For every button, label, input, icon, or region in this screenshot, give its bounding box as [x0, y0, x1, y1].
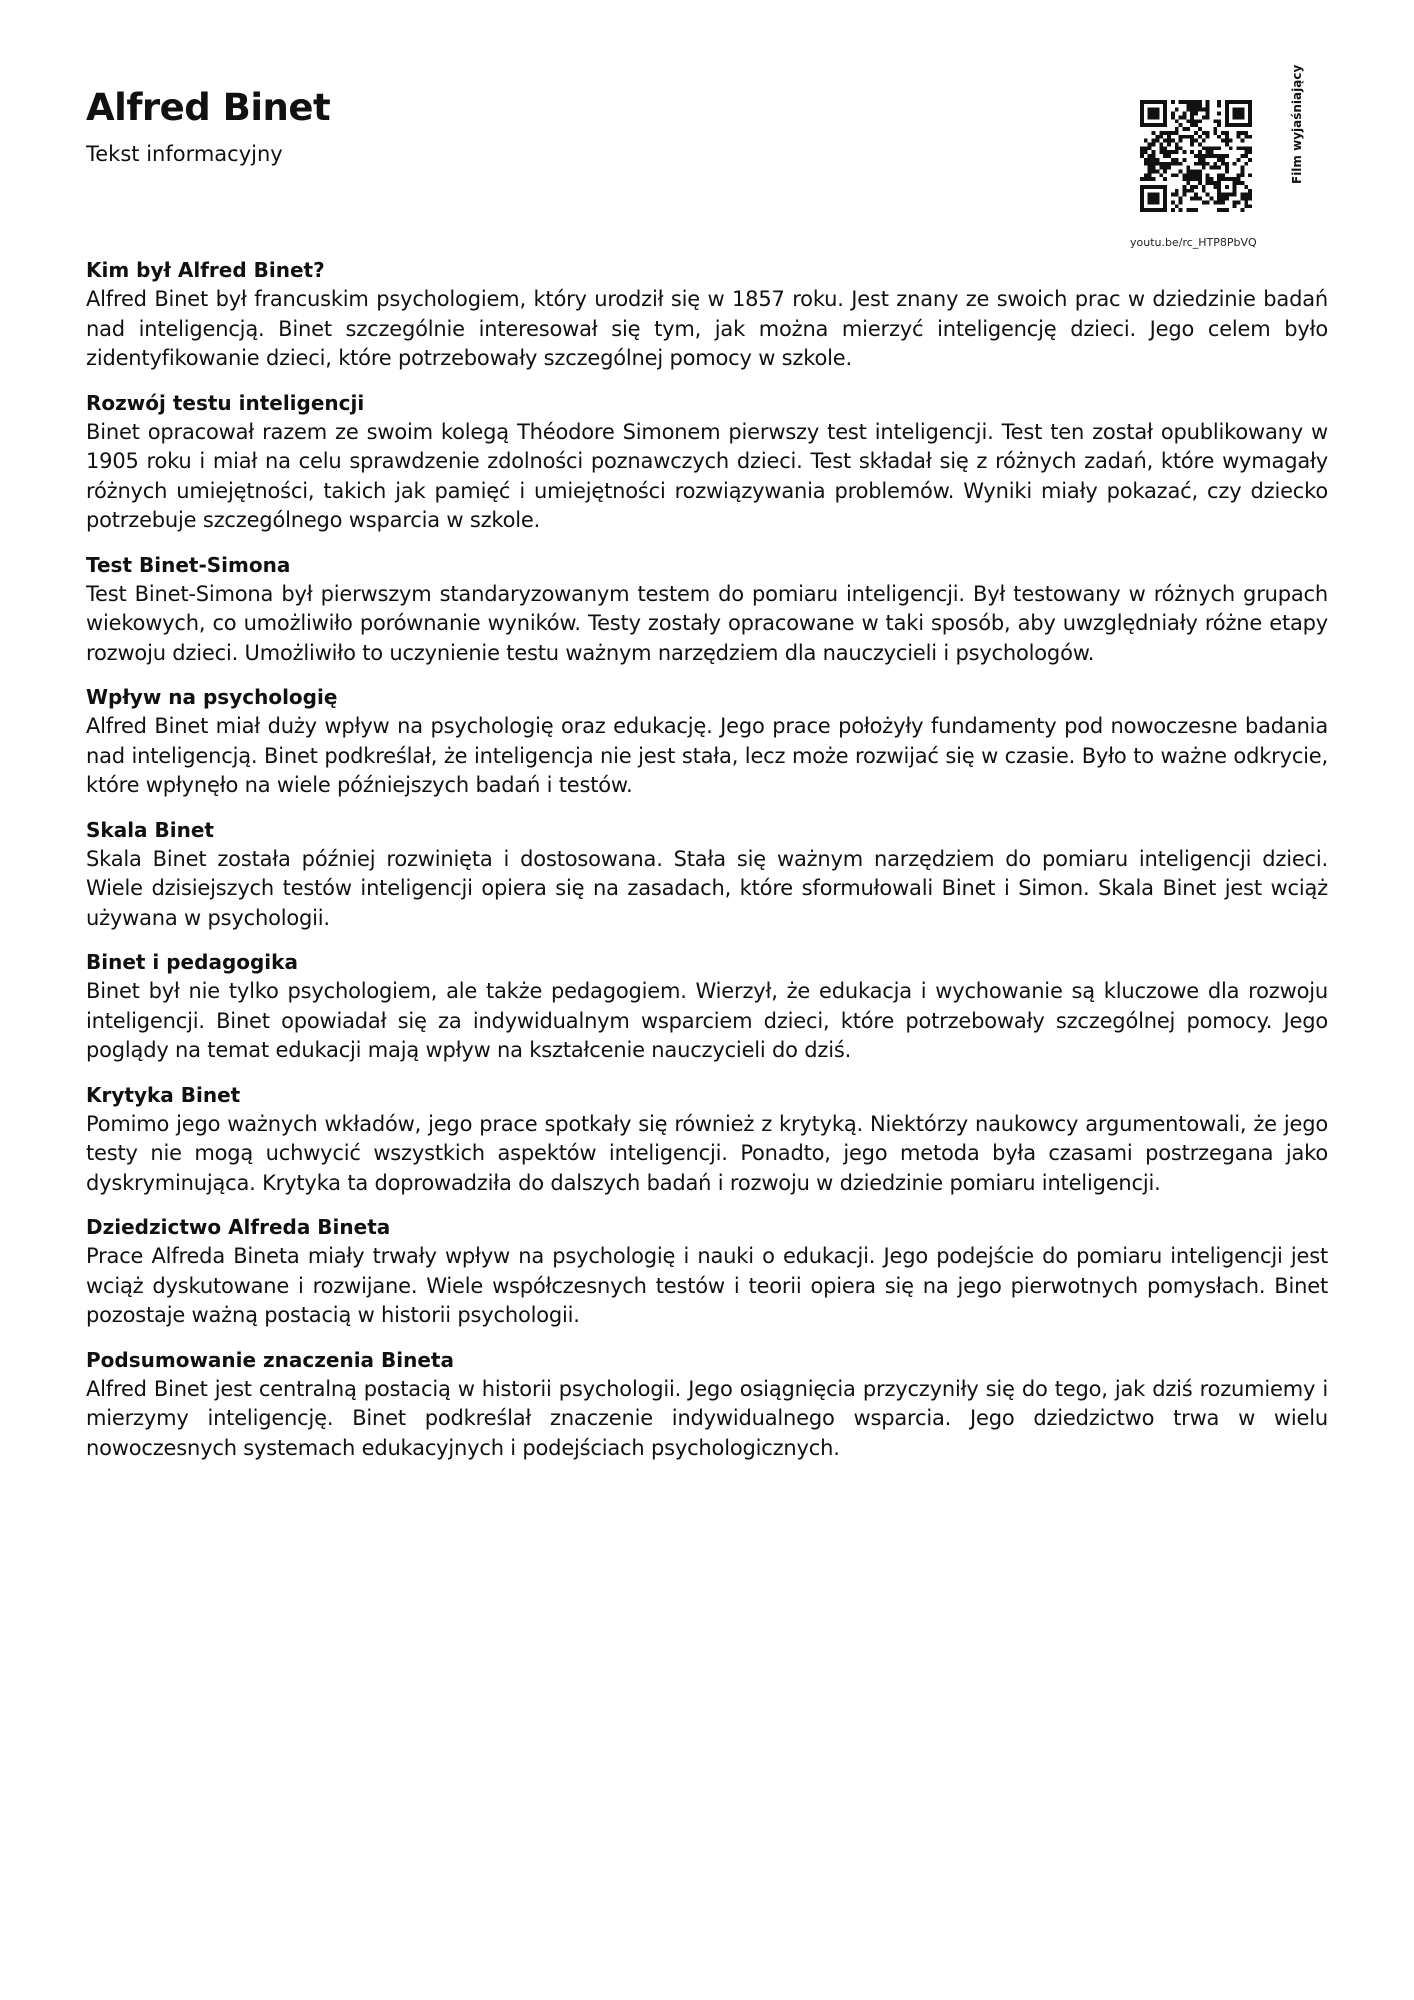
document-title: Alfred Binet [86, 86, 331, 129]
section-krytyka [86, 1081, 1328, 1199]
section-skala-binet [86, 816, 1328, 934]
section-heading: Skala Binet [86, 817, 214, 842]
document-body [86, 256, 1328, 1478]
section-text: Alfred Binet był francuskim psychologiem, który urodził się w 1857 roku. Jest znany ze swoich prac w dziedzinie badań nad inteligencją. Binet szczególnie interesował się tym, jak można mierzyć inteligencję dzieci. Jego celem było zidentyfikowanie dzieci, które potrzebowały szczególnej pomocy w szkole. [86, 287, 1328, 370]
section-text: Skala Binet została później rozwinięta i dostosowana. Stała się ważnym narzędziem do pomiaru inteligencji dzieci. Wiele dzisiejszych testów inteligencji opiera się na zasadach, które sformułowali Binet i Simon. Skala Binet jest wciąż używana w psychologii. [86, 846, 1328, 930]
section-heading: Binet i pedagogika [86, 950, 298, 974]
section-heading: Kim był Alfred Binet? [86, 258, 325, 282]
qr-code-icon[interactable] [1140, 100, 1252, 212]
document-subtitle: Tekst informacyjny [86, 142, 283, 166]
section-dziedzictwo [86, 1213, 1328, 1331]
qr-url[interactable]: youtu.be/rc_HTP8PbVQ [1130, 236, 1257, 249]
section-heading: Test Binet-Simona [86, 552, 291, 577]
section-text: Pomimo jego ważnych wkładów, jego prace spotkały się również z krytyką. Niektórzy naukowcy argumentowali, że jego testy nie mogą uchwycić wszystkich aspektów inteligencji. Ponadto, jego metoda była czasami postrzegana jako dyskryminująca. Krytyka ta doprowadziła do dalszych badań i rozwoju w dziedzinie pomiaru inteligencji. [86, 1111, 1328, 1195]
section-heading: Wpływ na psychologię [86, 685, 338, 709]
section-text: Binet był nie tylko psychologiem, ale także pedagogiem. Wierzył, że edukacja i wychowanie są kluczowe dla rozwoju inteligencji. Binet opowiadał się za indywidualnym wsparciem dzieci, które potrzebowały szczególnej pomocy. Jego poglądy na temat edukacji mają wpływ na kształcenie nauczycieli do dziś. [86, 979, 1328, 1062]
section-text: Alfred Binet jest centralną postacią w historii psychologii. Jego osiągnięcia przyczyniły się do tego, jak dziś rozumiemy i mierzymy inteligencję. Binet podkreślał znaczenie indywidualnego wsparcia. Jego dziedzictwo trwa w wielu nowoczesnych systemach edukacyjnych i podejściach psychologicznych. [86, 1376, 1328, 1460]
section-text: Alfred Binet miał duży wpływ na psychologię oraz edukację. Jego prace położyły fundamenty pod nowoczesne badania nad inteligencją. Binet podkreślał, że inteligencja nie jest stała, lecz może rozwijać się w czasie. Było to ważne odkrycie, które wpłynęło na wiele późniejszych badań i testów. [86, 714, 1328, 797]
section-wplyw [86, 683, 1328, 801]
section-heading: Rozwój testu inteligencji [86, 390, 365, 415]
section-pedagogika [86, 948, 1328, 1066]
section-rozwoj-testu [86, 389, 1328, 536]
section-podsumowanie [86, 1346, 1328, 1464]
section-kim-byl [86, 256, 1328, 374]
section-text: Test Binet-Simona był pierwszym standaryzowanym testem do pomiaru inteligencji. Był testowany w różnych grupach wiekowych, co umożliwiło porównanie wyników. Testy zostały opracowane w taki sposób, aby uwzględniały różne etapy rozwoju dzieci. Umożliwiło to uczynienie testu ważnym narzędziem dla nauczycieli i psychologów. [86, 581, 1328, 665]
qr-side-label: Film wyjaśniający [1290, 64, 1304, 184]
section-heading: Krytyka Binet [86, 1082, 241, 1107]
section-heading: Dziedzictwo Alfreda Bineta [86, 1215, 391, 1239]
qr-block [1126, 96, 1316, 256]
section-text: Prace Alfreda Bineta miały trwały wpływ na psychologię i nauki o edukacji. Jego podejście do pomiaru inteligencji jest wciąż dyskutowane i rozwijane. Wiele współczesnych testów i teorii opiera się na jego pierwotnych pomysłach. Binet pozostaje ważną postacią w historii psychologii. [86, 1244, 1328, 1327]
section-heading: Podsumowanie znaczenia Bineta [86, 1347, 454, 1372]
section-text: Binet opracował razem ze swoim kolegą Théodore Simonem pierwszy test inteligencji. Test ten został opublikowany w 1905 roku i miał na celu sprawdzenie zdolności poznawczych dzieci. Test składał się z różnych zadań, które wymagały różnych umiejętności, takich jak pamięć i umiejętności rozwiązywania problemów. Wyniki miały pokazać, czy dziecko potrzebuje szczególnego wsparcia w szkole. [86, 419, 1328, 532]
section-test-binet-simona [86, 551, 1328, 669]
